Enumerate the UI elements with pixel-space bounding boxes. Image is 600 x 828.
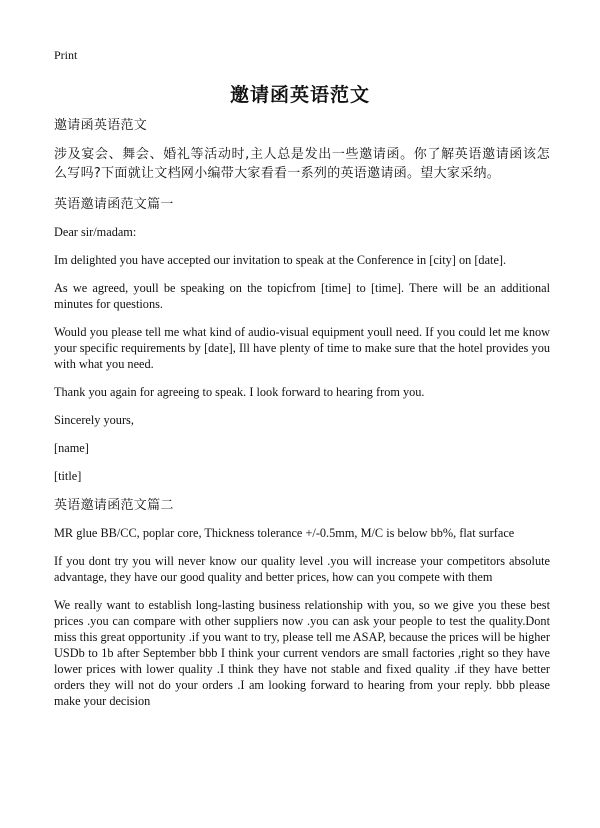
letter2-paragraph: MR glue BB/CC, poplar core, Thickness tolerance +/-0.5mm, M/C is below bb%, flat surface [54,526,515,540]
page-title: 邀请函英语范文 [229,84,370,106]
section1-heading: 英语邀请函范文篇一 [54,197,174,212]
letter1-title: [title] [54,469,82,483]
letter1-greeting: Dear sir/madam: [54,225,137,239]
section2-heading: 英语邀请函范文篇二 [54,498,174,513]
subtitle: 邀请函英语范文 [54,118,148,133]
letter1-name: [name] [54,441,89,455]
letter2-paragraph: If you dont try you will never know our quality level .you will increase your competitors absolute advantage, they have our good quality and better prices, how can you compete with them [54,554,550,584]
letter1-paragraph: Im delighted you have accepted our invitation to speak at the Conference in [city] on [date]. [54,253,507,267]
letter1-paragraph: As we agreed, youll be speaking on the topicfrom [time] to [time]. There will be an additional minutes for questions. [54,281,550,311]
document-body [54,116,550,721]
letter1-closing: Sincerely yours, [54,413,134,427]
intro-paragraph: 涉及宴会、舞会、婚礼等活动时,主人总是发出一些邀请函。你了解英语邀请函该怎么写吗?下面就让文档网小编带大家看看一系列的英语邀请函。望大家采纳。 [54,147,550,181]
print-link[interactable]: Print [54,48,78,62]
letter2-paragraph: We really want to establish long-lasting business relationship with you, so we give you these best prices .you can compare with other suppliers now .you can ask your people to test the quality.Dont miss this great opportunity .if you want to try, please tell me ASAP, because the prices will be higher USDb to 1b after September bbb I think your current vendors are small factories ,right so they have lower prices with lower quality .I think they have not stable and fixed quality .if they have better orders they will not do your orders .I am looking forward to hearing from your reply. bbb please make your decision [54,598,550,708]
letter1-paragraph: Thank you again for agreeing to speak. I look forward to hearing from you. [54,385,425,399]
letter1-paragraph: Would you please tell me what kind of audio-visual equipment youll need. If you could let me know your specific requirements by [date], Ill have plenty of time to make sure that the hotel provides you with what you need. [54,325,550,371]
